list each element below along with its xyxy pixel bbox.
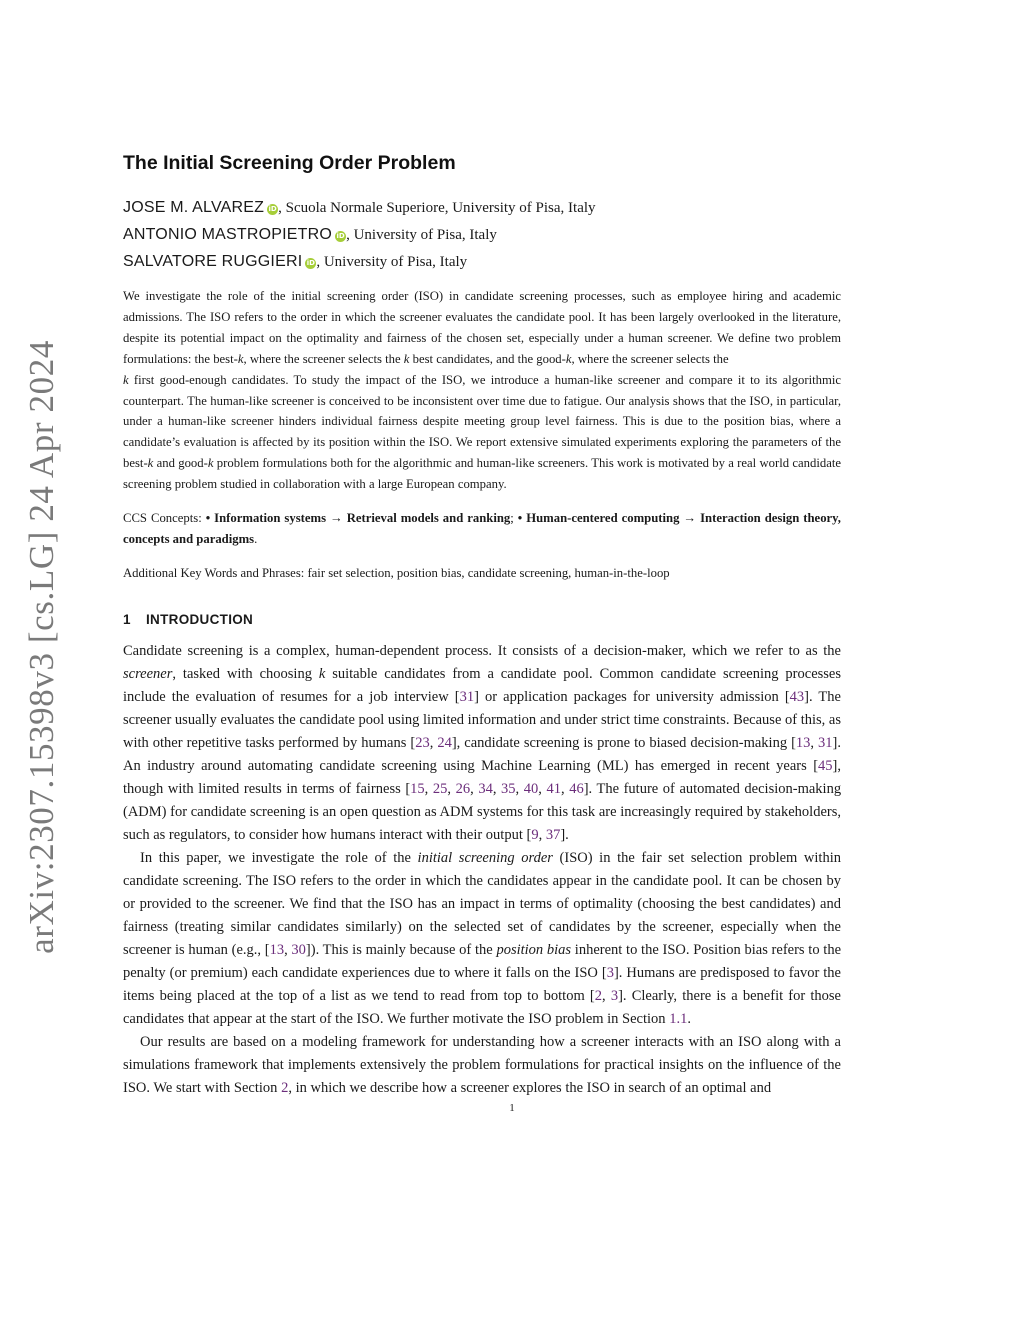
orcid-icon[interactable]: iD — [306, 259, 315, 267]
citation-link[interactable]: 13 — [795, 735, 811, 751]
author-name: SALVATORE RUGGIERI — [123, 253, 303, 270]
text: , — [447, 781, 456, 797]
text: ]. An industry around automating candidate screening using Machine Learning (ML) has emerged in recent years [ — [123, 735, 842, 774]
citation-link[interactable]: 37 — [545, 827, 561, 843]
abstract-text: , where the screener selects the — [243, 351, 404, 366]
abstract-text: and good- — [153, 456, 208, 471]
citation-link[interactable]: 23 — [415, 735, 430, 751]
abstract-math: k — [123, 372, 129, 387]
emphasis: screener — [123, 666, 173, 682]
text: , in which we describe how a screener explores the ISO in search of an optimal and — [288, 1080, 772, 1096]
arxiv-identifier: arXiv:2307.15398v3 [cs.LG] 24 Apr 2024 — [22, 340, 61, 954]
citation-link[interactable]: 26 — [455, 781, 471, 797]
text: , — [515, 781, 524, 797]
citation-link[interactable]: 24 — [437, 735, 452, 751]
author-line — [123, 253, 467, 271]
author-name: ANTONIO MASTROPIETRO — [123, 226, 333, 243]
text: , — [560, 781, 570, 797]
emphasis: initial screening order — [417, 850, 553, 866]
orcid-icon[interactable]: iD — [268, 205, 277, 213]
section-heading — [123, 612, 841, 627]
citation-link[interactable]: 3 — [606, 965, 614, 981]
ccs-concepts — [123, 508, 841, 550]
ccs-concept: • Information systems → Retrieval models and ranking — [205, 511, 511, 525]
text: , — [538, 827, 546, 843]
ccs-separator: ; — [510, 511, 518, 525]
paragraph — [123, 640, 841, 847]
section-link[interactable]: 2 — [281, 1080, 289, 1096]
text: , — [602, 988, 611, 1004]
keywords: Additional Key Words and Phrases: fair set selection, position bias, candidate screening, human-in-the-loop — [123, 566, 670, 580]
text: , — [470, 781, 479, 797]
text: , — [424, 781, 433, 797]
body-text — [123, 640, 841, 1100]
text: ], candidate screening is prone to biased decision-making [ — [451, 735, 796, 751]
text: Candidate screening is a complex, human-dependent process. It consists of a decision-maker, which we refer to as the — [123, 643, 841, 659]
orcid-icon[interactable]: iD — [336, 232, 345, 240]
citation-link[interactable]: 2 — [594, 988, 602, 1004]
paragraph — [123, 847, 841, 1031]
author-line — [123, 199, 596, 217]
text: ]. Clearly, there is a benefit for those candidates that appear at the start of the ISO. We further motivate the ISO problem in Section — [123, 988, 841, 1027]
text: ]. The future of automated decision-making (ADM) for candidate screening is an open question as ADM systems for this task are increasingly required by stakeholders, such as regulators, to consider how humans interact with their output [ — [123, 781, 842, 843]
text: ]. The screener usually evaluates the candidate pool using limited information and under strict time constraints. Because of this, as with other repetitive tasks performed by humans [ — [123, 689, 841, 751]
abstract-math: k — [237, 351, 244, 366]
abstract-text: , where the screener selects the — [571, 351, 729, 366]
citation-link[interactable]: 34 — [478, 781, 493, 797]
abstract-math: k — [147, 456, 154, 471]
citation-link[interactable]: 35 — [501, 781, 516, 797]
paper-title: The Initial Screening Order Problem — [123, 152, 456, 174]
page-number: 1 — [509, 1102, 515, 1114]
text: Our results are based on a modeling framework for understanding how a screener interacts with an ISO along with a simulations framework that implements extensively the problem formulations for practical insights on the influence of the ISO. We start with Section — [123, 1034, 841, 1096]
citation-link[interactable]: 41 — [546, 781, 561, 797]
text: ]). This is mainly because of the — [305, 942, 497, 958]
abstract-math: k — [207, 456, 214, 471]
author-affiliation: , Scuola Normale Superiore, University of Pisa, Italy — [278, 200, 596, 216]
abstract-text: We investigate the role of the initial screening order (ISO) in candidate screening processes, such as employee hiring and academic admissions. The ISO refers to the order in which the screener evaluates the candidate pool. It has been largely overlooked in the literature, despite its potential impact on the optimality and fairness of the chosen set, especially under a human screener. We define two problem formulations: the best- — [123, 289, 841, 366]
author-affiliation: , University of Pisa, Italy — [346, 227, 497, 243]
citation-link[interactable]: 45 — [818, 758, 833, 774]
author-affiliation: , University of Pisa, Italy — [316, 254, 468, 270]
text: suitable candidates from a candidate pool. Common candidate screening processes include the evaluation of resumes for a job interview [ — [123, 666, 841, 705]
citation-link[interactable]: 43 — [789, 689, 805, 705]
citation-link[interactable]: 31 — [459, 689, 475, 705]
abstract-text: problem formulations both for the algorithmic and human-like screeners. This work is motivated by a real world candidate screening problem studied in collaboration with a large European company. — [123, 456, 841, 492]
citation-link[interactable]: 15 — [410, 781, 425, 797]
citation-link[interactable]: 31 — [818, 735, 833, 751]
abstract — [123, 286, 841, 495]
section-number: 1 — [123, 612, 131, 627]
emphasis: position bias — [496, 942, 572, 958]
citation-link[interactable]: 30 — [291, 942, 306, 958]
ccs-end: . — [254, 532, 258, 546]
ccs-label: CCS Concepts: — [123, 511, 206, 525]
math: k — [318, 666, 326, 682]
abstract-math: k — [565, 351, 572, 366]
citation-link[interactable]: 46 — [569, 781, 584, 797]
citation-link[interactable]: 3 — [610, 988, 619, 1004]
text: , — [284, 942, 292, 958]
author-name: JOSE M. ALVAREZ — [123, 199, 265, 216]
text: inherent to the ISO. Position bias refers to the penalty (or premium) each candidate experiences due to where it falls on the ISO [ — [123, 942, 842, 981]
abstract-text: best candidates, and the good- — [409, 351, 566, 366]
text: , — [810, 735, 819, 751]
section-link[interactable]: 1.1 — [669, 1011, 688, 1027]
citation-link[interactable]: 25 — [432, 781, 448, 797]
text: ]. — [560, 827, 569, 843]
section-title: INTRODUCTION — [146, 612, 254, 627]
citation-link[interactable]: 40 — [523, 781, 539, 797]
text: ] or application packages for university admission [ — [474, 689, 790, 705]
text: ]. Humans are predisposed to favor the items being placed at the top of a list as we tend to read from top to bottom [ — [123, 965, 841, 1004]
text: ], though with limited results in terms of fairness [ — [123, 758, 841, 797]
text: . — [687, 1011, 691, 1027]
paragraph — [123, 1031, 841, 1100]
text: (ISO) in the fair set selection problem within candidate screening. The ISO refers to the order in which the candidates appear in the candidate pool. It can be chosen by or provided to the screener. We find that the ISO has an impact in terms of optimality (choosing the best candidates) and fairness (treating similar candidates similarly) on the selected set of candidates by the screener, especially when the screener is human (e.g., [ — [123, 850, 841, 958]
text: , tasked with choosing — [172, 666, 319, 682]
arxiv-sidebar — [6, 340, 78, 954]
ccs-concept: • Human-centered computing → Interaction design theory, concepts and paradigms — [123, 511, 841, 546]
text: , — [492, 781, 502, 797]
author-line — [123, 226, 497, 244]
text: In this paper, we investigate the role of the — [140, 850, 418, 866]
abstract-text: first good-enough candidates. To study the impact of the ISO, we introduce a human-like screener and compare it to its algorithmic counterpart. The human-like screener is conceived to be inconsistent over time due to fatigue. Our analysis shows that the ISO, in particular, under a human-like screener hinders individual fairness despite meeting group level fairness. This is due to the position bias, where a candidate’s evaluation is affected by its position within the ISO. We report extensive simulated experiments exploring the parameters of the best- — [123, 372, 841, 471]
text: , — [538, 781, 547, 797]
citation-link[interactable]: 9 — [531, 827, 539, 843]
citation-link[interactable]: 13 — [269, 942, 285, 958]
text: , — [429, 735, 438, 751]
abstract-math: k — [403, 351, 410, 366]
